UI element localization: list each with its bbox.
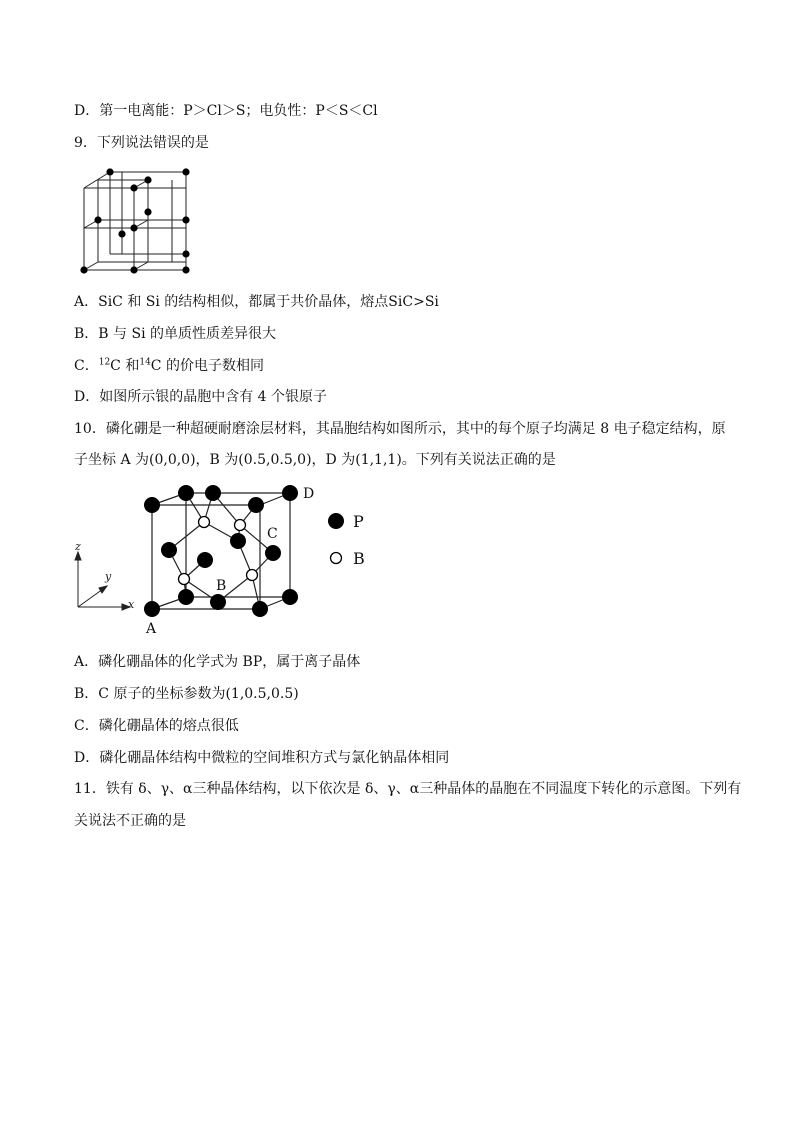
atom (118, 230, 125, 237)
p-atom (144, 601, 160, 617)
q9-stem: 9．下列说法错误的是 (74, 135, 209, 151)
p-atom (230, 533, 246, 549)
axis-z-label: z (75, 540, 81, 553)
p-atom (178, 589, 194, 605)
q8-option-d: D．第一电离能：P＞Cl＞S；电负性：P＜S＜Cl (74, 103, 378, 119)
atom (130, 266, 137, 273)
atom (144, 208, 151, 215)
q11-stem-line2: 关说法不正确的是 (74, 813, 186, 829)
p-atom (252, 601, 268, 617)
b-atom (179, 574, 190, 585)
q9c-prefix: C． (74, 358, 99, 374)
q9-option-a: A．SiC 和 Si 的结构相似，都属于共价晶体，熔点SiC>Si (74, 294, 439, 310)
legend-p-marker (328, 513, 344, 529)
legend-p-label: P (353, 512, 364, 531)
p-atom (205, 485, 221, 501)
p-atom (197, 552, 213, 568)
p-atom (248, 497, 264, 513)
q10-option-a: A．磷化硼晶体的化学式为 BP，属于离子晶体 (74, 654, 361, 670)
q9-option-b: B．B 与 Si 的单质性质差异很大 (74, 326, 276, 342)
q9-option-d: D．如图所示银的晶胞中含有 4 个银原子 (74, 389, 328, 405)
axis-y-label: y (105, 570, 112, 583)
p-atom (178, 485, 194, 501)
q9c-suffix: C 的价电子数相同 (150, 358, 264, 374)
q10-stem-line1: 10．磷化硼是一种超硬耐磨涂层材料，其晶胞结构如图所示，其中的每个原子均满足 8 电子稳定结构，原 (74, 421, 726, 437)
atom (182, 168, 189, 175)
p-atom (210, 594, 226, 610)
q10-option-d: D．磷化硼晶体结构中微粒的空间堆积方式与氯化钠晶体相同 (74, 750, 450, 766)
q10-option-b: B．C 原子的坐标参数为(1,0.5,0.5) (74, 686, 299, 702)
label-b: B (216, 578, 227, 594)
q9-option-c (74, 356, 264, 376)
atom (182, 266, 189, 273)
p-atom (144, 497, 160, 513)
atom (182, 250, 189, 257)
b-atom (235, 520, 246, 531)
bp-cell-figure (70, 480, 380, 640)
q9c-mid: C 和 (110, 358, 140, 374)
atom (94, 216, 101, 223)
silver-cell-figure (76, 164, 196, 276)
atom (80, 266, 87, 273)
axes (75, 552, 130, 610)
q11-stem-line1: 11．铁有 δ、γ、α三种晶体结构，以下依次是 δ、γ、α三种晶体的晶胞在不同温度下转化的示意图。下列有 (74, 781, 742, 797)
atom (144, 176, 151, 183)
atom (182, 216, 189, 223)
b-atom (199, 517, 210, 528)
p-atom (265, 545, 281, 561)
p-atom (161, 542, 177, 558)
label-a: A (146, 621, 157, 637)
label-c: C (267, 526, 278, 542)
b-atom (247, 570, 258, 581)
p-atom (282, 485, 298, 501)
q10-stem-line2: 子坐标 A 为(0,0,0)，B 为(0.5,0.5,0)，D 为(1,1,1)。下列有关说法正确的是 (74, 452, 556, 468)
q10-option-c: C．磷化硼晶体的熔点很低 (74, 718, 239, 734)
p-atom (282, 589, 298, 605)
atom (130, 224, 137, 231)
atom (130, 184, 137, 191)
atom (106, 168, 113, 175)
mass-number-14: 14 (139, 357, 151, 368)
mass-number-12: 12 (98, 357, 111, 368)
axis-x-label: x (128, 598, 135, 611)
legend-b-marker (331, 553, 342, 564)
label-d: D (303, 486, 315, 502)
legend-b-label: B (353, 549, 365, 568)
